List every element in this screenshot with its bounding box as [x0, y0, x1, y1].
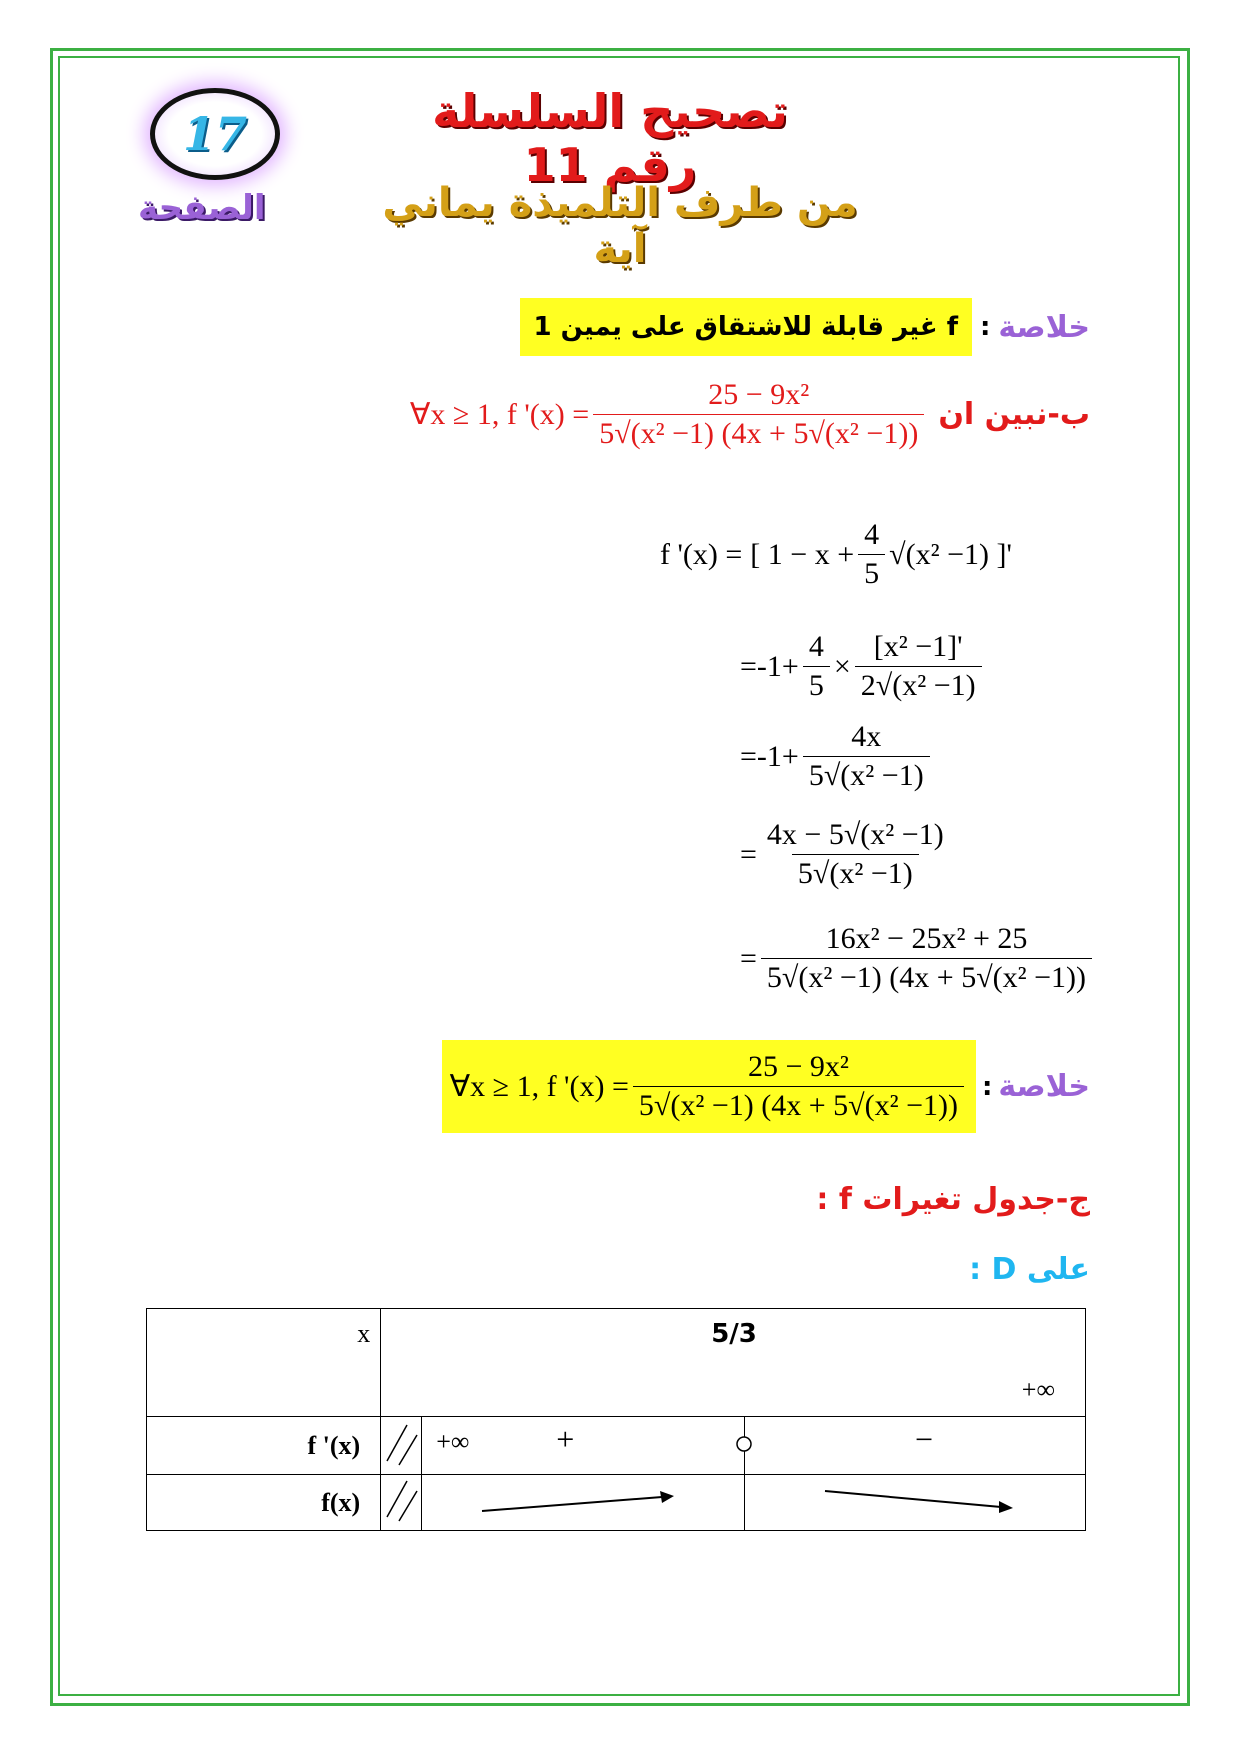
table-f-label-cell — [147, 1475, 381, 1531]
step-1-frac-num: 4 — [864, 518, 880, 551]
step-1 — [660, 518, 1012, 591]
step-4-den: 5√(x² −1) — [792, 854, 919, 891]
step-5-num: 16x² − 25x² + 25 — [825, 922, 1028, 955]
conclusion-2-numerator: 25 − 9x² — [747, 1050, 849, 1083]
table-sign-plus: + — [556, 1421, 575, 1457]
conclusion-1 — [520, 298, 1090, 356]
step-1-rhs-b: √(x² −1) ]' — [889, 537, 1012, 571]
table-critical-value: 5/3 — [711, 1319, 757, 1349]
step-5 — [740, 922, 1096, 995]
conclusion-1-sep: : — [980, 312, 991, 342]
table-plus-infinity: +∞ — [1021, 1375, 1055, 1404]
table-fprime-label: f '(x) — [307, 1430, 361, 1460]
step-4 — [740, 818, 954, 891]
table-x-label: x — [357, 1319, 371, 1348]
conclusion-2-lhs: ∀x ≥ 1, f '(x) = — [449, 1070, 629, 1103]
page-number: 17 — [182, 107, 247, 161]
table-f-left — [422, 1475, 745, 1531]
step-2-frac-a-num: 4 — [808, 630, 824, 663]
hatch-icon — [381, 1475, 421, 1523]
conclusion-2-denominator: 5√(x² −1) (4x + 5√(x² −1)) — [633, 1086, 964, 1123]
conclusion-2-label: خلاصة — [998, 1069, 1090, 1104]
step-2-frac-a — [803, 630, 830, 703]
table-header-x — [147, 1309, 381, 1417]
step-3-den: 5√(x² −1) — [803, 756, 930, 793]
table-f-right — [745, 1475, 1086, 1531]
table-fprime-start: +∞ — [436, 1427, 470, 1456]
step-4-num: 4x − 5√(x² −1) — [766, 818, 944, 851]
table-f-hatch — [381, 1475, 422, 1531]
step-2 — [740, 630, 986, 703]
part-b-fraction — [593, 378, 924, 451]
step-1-frac-den: 5 — [858, 554, 885, 591]
conclusion-2 — [442, 1040, 1090, 1133]
table-f-label: f(x) — [321, 1487, 361, 1517]
step-2-frac-b-num: [x² −1]' — [873, 630, 963, 663]
decreasing-arrow-icon — [745, 1475, 1085, 1523]
step-5-prefix: = — [740, 941, 757, 975]
part-c-label: ج-جدول تغيرات f : — [816, 1182, 1090, 1217]
step-2-frac-b — [855, 630, 982, 703]
increasing-arrow-icon — [422, 1475, 742, 1523]
conclusion-1-label: خلاصة — [998, 309, 1090, 345]
step-1-rhs-a: [ 1 − x + — [750, 537, 855, 571]
step-2-prefix: =-1+ — [740, 649, 799, 683]
step-4-fraction — [761, 818, 950, 891]
step-3-prefix: =-1+ — [740, 739, 799, 773]
part-b-denominator: 5√(x² −1) (4x + 5√(x² −1)) — [593, 414, 924, 451]
part-b-label: ب-نبين ان — [938, 397, 1090, 432]
step-3-fraction — [803, 720, 930, 793]
page-title: تصحيح السلسلة رقم 11 — [432, 84, 788, 192]
table-fprime-left — [422, 1417, 745, 1475]
table-x-values — [381, 1309, 1086, 1417]
conclusion-2-box — [442, 1040, 976, 1133]
hatch-icon — [381, 1417, 421, 1467]
conclusion-2-fraction — [633, 1050, 964, 1123]
table-fprime-right — [745, 1417, 1086, 1475]
variation-table — [146, 1308, 1086, 1531]
page-number-badge — [150, 88, 280, 180]
part-b-numerator: 25 − 9x² — [708, 378, 810, 411]
step-1-fraction — [858, 518, 885, 591]
step-2-frac-b-den: 2√(x² −1) — [855, 666, 982, 703]
step-5-fraction — [761, 922, 1092, 995]
conclusion-1-text: f غير قابلة للاشتقاق على يمين 1 — [520, 298, 972, 356]
part-c-domain: على D : — [969, 1252, 1090, 1287]
table-sign-minus: − — [915, 1421, 934, 1457]
step-5-den: 5√(x² −1) (4x + 5√(x² −1)) — [761, 958, 1092, 995]
table-fprime-hatch — [381, 1417, 422, 1475]
part-b-lhs: ∀x ≥ 1, f '(x) = — [409, 398, 590, 431]
step-4-prefix: = — [740, 837, 757, 871]
conclusion-2-sep: : — [982, 1071, 993, 1102]
step-3 — [740, 720, 934, 793]
step-2-frac-a-den: 5 — [803, 666, 830, 703]
table-fprime-label-cell — [147, 1417, 381, 1475]
step-1-lhs: f '(x) = — [660, 537, 743, 571]
page-subtitle: من طرف التلميذة يماني آية — [382, 180, 858, 272]
step-2-times: × — [833, 649, 851, 683]
part-b-statement — [410, 378, 1090, 451]
page-label: الصفحة — [138, 188, 266, 228]
step-3-num: 4x — [851, 720, 882, 753]
